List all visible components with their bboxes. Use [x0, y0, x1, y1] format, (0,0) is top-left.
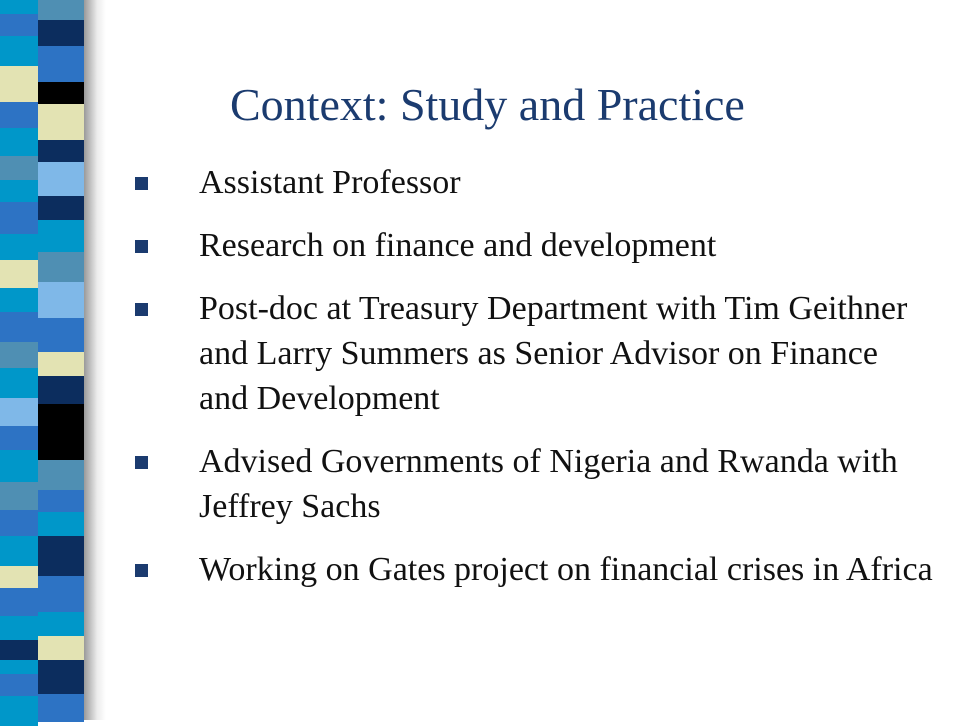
- stripe-block: [0, 536, 38, 566]
- stripe-block: [0, 260, 38, 288]
- stripe-block: [0, 566, 38, 588]
- stripe-block: [0, 36, 38, 66]
- stripe-block: [0, 180, 38, 202]
- stripe-block: [38, 660, 84, 694]
- stripe-column-left: [0, 0, 38, 720]
- bullet-item: [135, 223, 935, 268]
- stripe-block: [38, 576, 84, 612]
- stripe-block: [0, 696, 38, 726]
- stripe-block: [0, 426, 38, 450]
- stripe-block: [0, 102, 38, 128]
- stripe-block: [0, 0, 38, 14]
- stripe-block: [0, 588, 38, 616]
- square-bullet-icon: [135, 240, 148, 253]
- stripe-block: [38, 252, 84, 282]
- stripe-block: [38, 282, 84, 318]
- stripe-block: [38, 318, 84, 352]
- bullet-text: Research on finance and development: [199, 227, 717, 264]
- stripe-block: [0, 640, 38, 660]
- stripe-block: [38, 162, 84, 196]
- stripe-block: [0, 398, 38, 426]
- bullet-item: [135, 286, 935, 421]
- stripe-block: [0, 66, 38, 102]
- stripe-block: [38, 140, 84, 162]
- stripe-shadow: [84, 0, 106, 720]
- stripe-block: [38, 220, 84, 252]
- square-bullet-icon: [135, 177, 148, 190]
- stripe-block: [38, 404, 84, 460]
- stripe-block: [38, 536, 84, 576]
- stripe-block: [38, 0, 84, 20]
- bullet-text: Post-doc at Treasury Department with Tim Geithner and Larry Summers as Senior Advisor on Finance and Development: [199, 290, 908, 417]
- stripe-block: [0, 128, 38, 156]
- slide-title: Context: Study and Practice: [230, 79, 745, 130]
- stripe-block: [0, 156, 38, 180]
- square-bullet-icon: [135, 564, 148, 577]
- stripe-block: [0, 312, 38, 342]
- stripe-block: [0, 674, 38, 696]
- stripe-block: [0, 14, 38, 36]
- stripe-block: [0, 510, 38, 536]
- square-bullet-icon: [135, 303, 148, 316]
- stripe-block: [38, 104, 84, 140]
- bullet-text: Advised Governments of Nigeria and Rwanda with Jeffrey Sachs: [199, 443, 898, 525]
- bullet-item: [135, 439, 935, 529]
- stripe-block: [0, 202, 38, 234]
- stripe-block: [0, 450, 38, 482]
- bullet-item: [135, 160, 935, 205]
- stripe-block: [0, 288, 38, 312]
- stripe-block: [38, 352, 84, 376]
- stripe-block: [0, 368, 38, 398]
- stripe-block: [38, 46, 84, 82]
- stripe-block: [0, 342, 38, 368]
- stripe-block: [38, 196, 84, 220]
- bullet-item: [135, 547, 935, 592]
- bullet-text: Working on Gates project on financial crises in Africa: [199, 551, 933, 588]
- decorative-stripe-bar: [0, 0, 106, 720]
- stripe-block: [38, 612, 84, 636]
- stripe-block: [38, 376, 84, 404]
- bullet-list: [135, 160, 935, 610]
- stripe-block: [0, 234, 38, 260]
- stripe-block: [38, 694, 84, 722]
- stripe-block: [0, 616, 38, 640]
- stripe-block: [38, 460, 84, 490]
- stripe-column-right: [38, 0, 84, 720]
- stripe-block: [0, 482, 38, 510]
- stripe-block: [0, 660, 38, 674]
- stripe-block: [38, 20, 84, 46]
- stripe-block: [38, 512, 84, 536]
- stripe-block: [38, 636, 84, 660]
- stripe-block: [38, 490, 84, 512]
- square-bullet-icon: [135, 456, 148, 469]
- stripe-block: [38, 82, 84, 104]
- bullet-text: Assistant Professor: [199, 164, 461, 201]
